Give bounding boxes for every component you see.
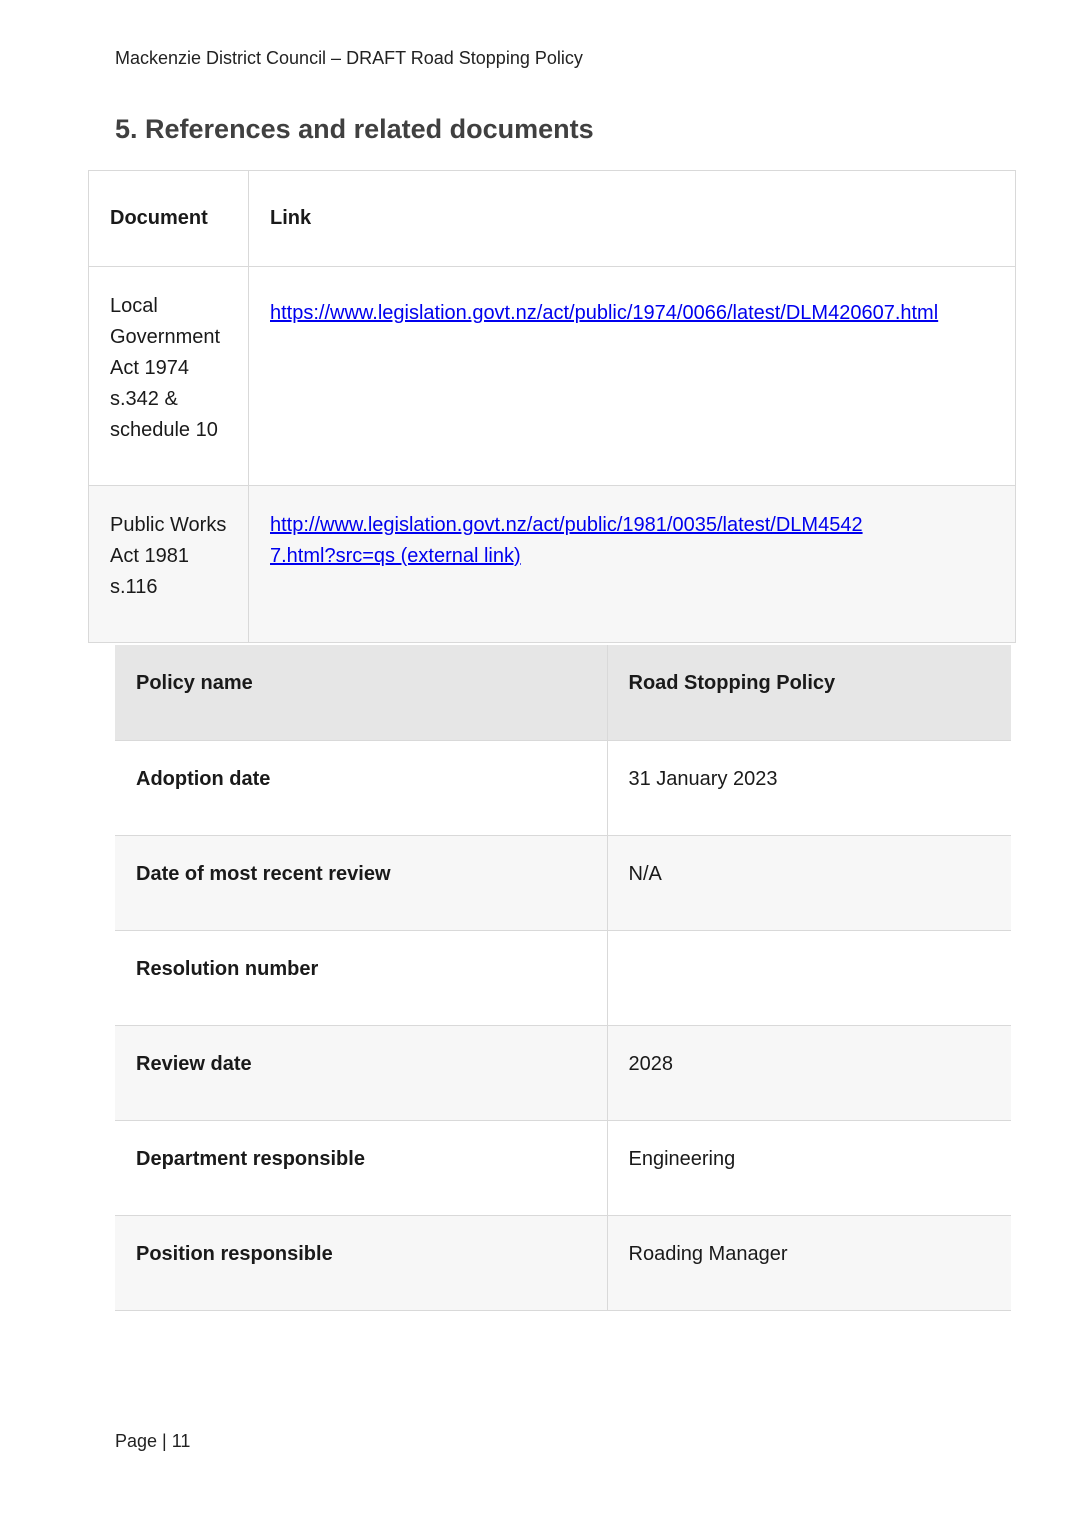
references-table [88, 170, 1016, 643]
field-value: Roading Manager [607, 1215, 1011, 1310]
table-row [115, 1120, 1011, 1215]
table-row [115, 835, 1011, 930]
document-name: Public Works Act 1981 s.116 [89, 486, 249, 643]
table-row [115, 740, 1011, 835]
table-row [89, 486, 1016, 643]
field-label: Adoption date [115, 740, 607, 835]
field-label: Department responsible [115, 1120, 607, 1215]
field-value: Engineering [607, 1120, 1011, 1215]
table-row [115, 645, 1011, 740]
table-row [89, 267, 1016, 486]
table-row [115, 1215, 1011, 1310]
field-label: Resolution number [115, 930, 607, 1025]
page-number: Page | 11 [115, 1431, 191, 1451]
field-label: Policy name [115, 645, 607, 740]
field-value: 2028 [607, 1025, 1011, 1120]
document-name: Local Government Act 1974 s.342 & schedule 10 [89, 267, 249, 486]
legislation-link[interactable]: https://www.legislation.govt.nz/act/public/1974/0066/latest/DLM420607.html [270, 302, 939, 324]
field-value [607, 930, 1011, 1025]
column-header-link: Link [249, 171, 1016, 267]
field-value: 31 January 2023 [607, 740, 1011, 835]
section-title: 5. References and related documents [115, 114, 594, 144]
column-header-document: Document [89, 171, 249, 267]
table-row [115, 1025, 1011, 1120]
running-header: Mackenzie District Council – DRAFT Road Stopping Policy [115, 48, 583, 68]
field-label: Position responsible [115, 1215, 607, 1310]
references-header-row [89, 171, 1016, 267]
policy-info-table [115, 645, 1011, 1311]
legislation-link[interactable]: http://www.legislation.govt.nz/act/public/1981/0035/latest/DLM45427.html?src=qs (external link) [270, 514, 863, 567]
field-label: Date of most recent review [115, 835, 607, 930]
field-value: Road Stopping Policy [607, 645, 1011, 740]
field-value: N/A [607, 835, 1011, 930]
table-row [115, 930, 1011, 1025]
field-label: Review date [115, 1025, 607, 1120]
